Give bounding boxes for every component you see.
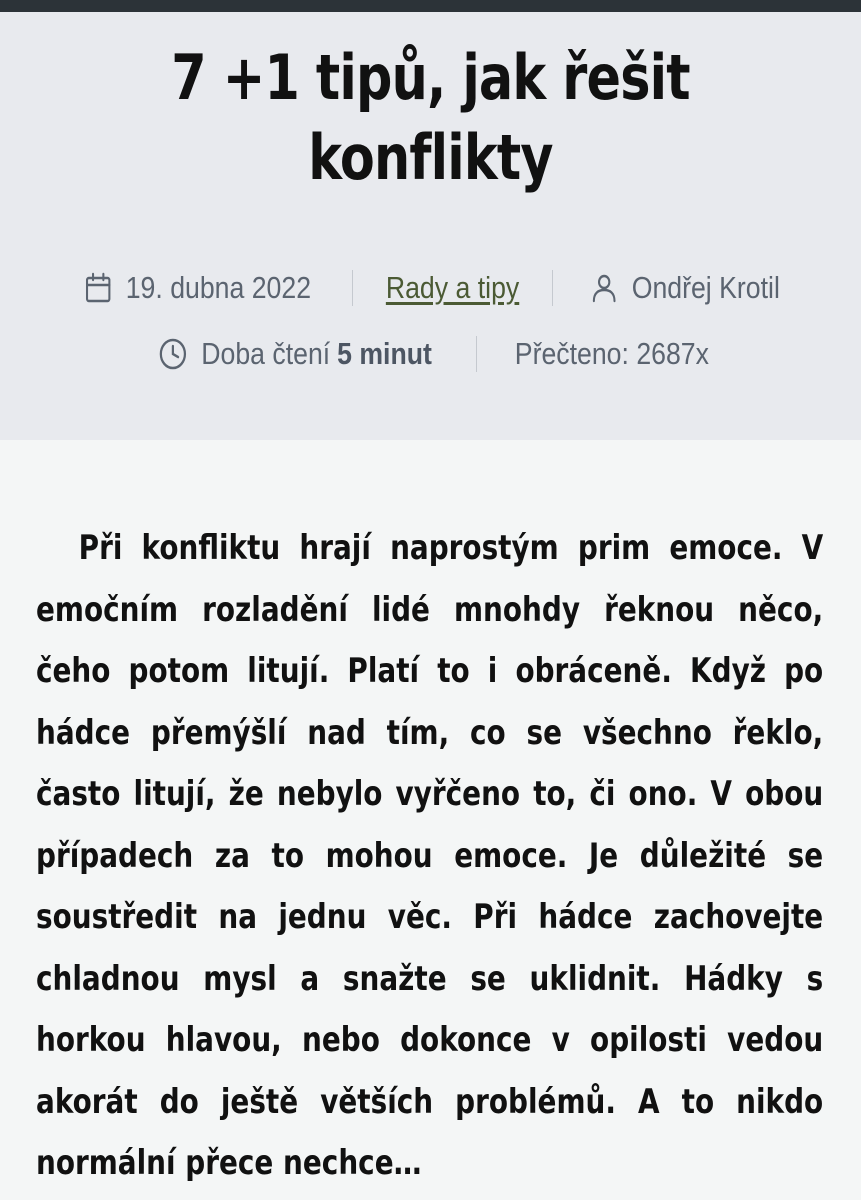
date-text: 19. dubna 2022: [125, 270, 312, 305]
meta-divider: [552, 270, 553, 306]
meta-divider: [476, 336, 477, 372]
reading-time-value: 5 minut: [337, 336, 432, 371]
meta-category: [385, 270, 518, 306]
reading-time-label: Doba čtení: [201, 336, 331, 371]
meta-divider: [352, 270, 353, 306]
top-bar: [0, 0, 861, 12]
meta-row-primary: [0, 270, 861, 306]
article-title: 7 +1 tipů, jak řešit konflikty: [171, 41, 690, 194]
meta-reading-time: [158, 336, 432, 372]
category-link[interactable]: Rady a tipy: [385, 270, 519, 305]
article-paragraph: Při konfliktu hrají naprostým prim emoce. V emočním rozladění lidé mnohdy řeknou něco, čeho potom litují. Platí to i obráceně. Když po hádce přemýšlí nad tím, co se všechno řeklo, často litují, že nebylo vyřčeno to, či ono. V obou případech za to mohou emoce. Je důležité se soustředit na jednu věc. Při hádce zachovejte chladnou mysl a snažte se uklidnit. Hádky s horkou hlavou, nebo dokonce v opilosti vedou akorát do ještě větších problémů. A to nikdo normální přece nechce…: [36, 528, 824, 1183]
meta-author: [590, 270, 779, 306]
article-header: [0, 12, 861, 440]
views-count: Přečteno: 2687x: [515, 336, 710, 371]
meta-row-secondary: [0, 336, 861, 372]
meta-date: [85, 270, 312, 306]
clock-icon: [158, 337, 187, 371]
article-content: [0, 440, 861, 1195]
calendar-icon: [85, 272, 113, 304]
author-name: Ondřej Krotil: [631, 270, 780, 305]
user-icon: [590, 272, 618, 304]
meta-views: [515, 336, 709, 372]
